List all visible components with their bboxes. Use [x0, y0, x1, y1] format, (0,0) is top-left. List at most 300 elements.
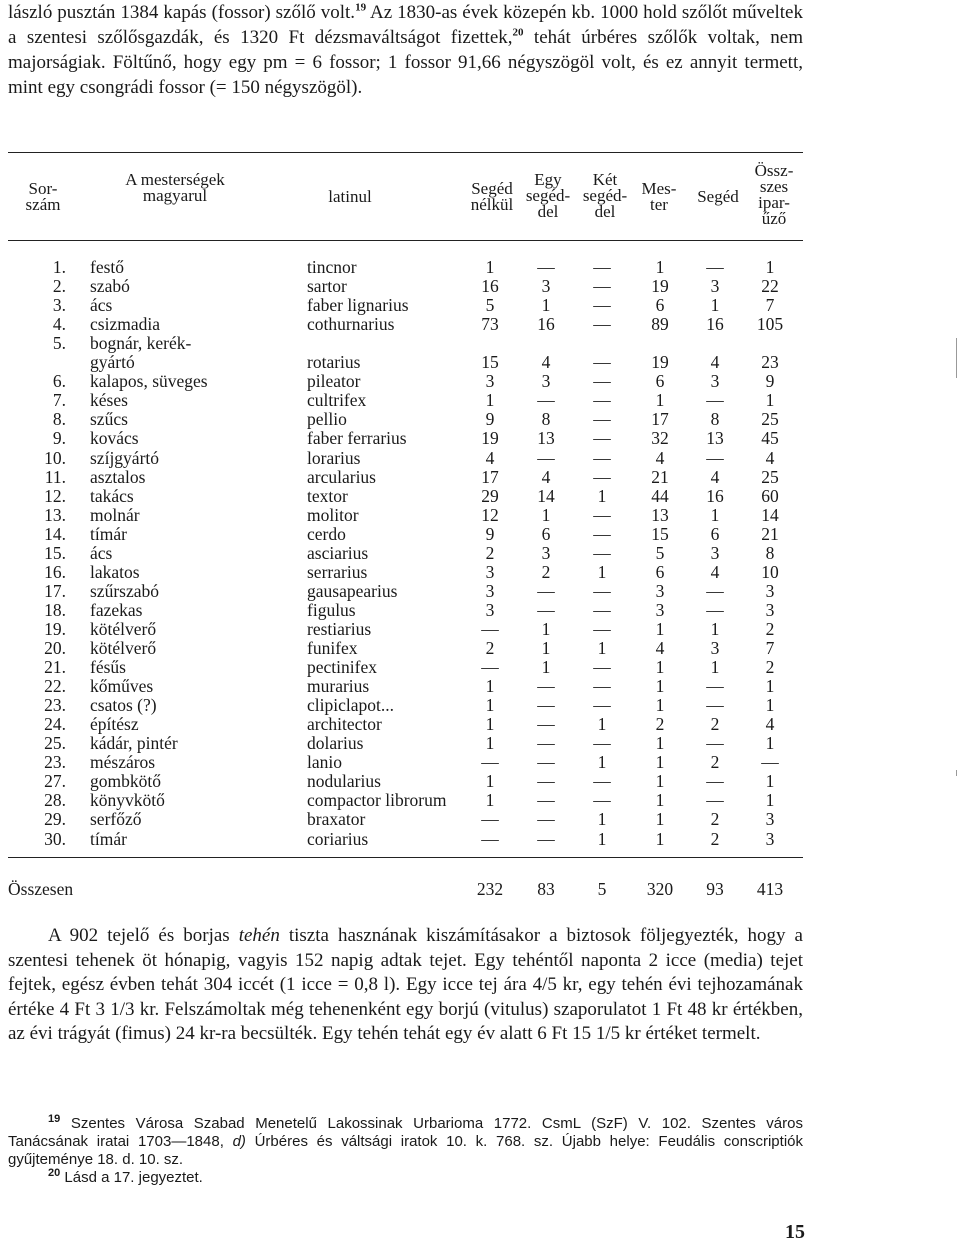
craft-hungarian: kádár, pintér	[90, 733, 178, 754]
value-seged: 1	[710, 504, 720, 525]
value-seged: 3	[710, 276, 720, 297]
value-osszes: 25	[761, 409, 779, 430]
footnote-20-text: Lásd a 17. jegyeztet.	[60, 1169, 203, 1186]
craft-latin: lorarius	[307, 447, 361, 468]
value-seged-nelkul: —	[481, 657, 499, 678]
value-seged-nelkul: 3	[485, 561, 495, 582]
value-egy-segeddel: 14	[537, 485, 555, 506]
row-number: 27.	[44, 771, 66, 792]
value-seged-nelkul: 3	[485, 599, 495, 620]
scan-margin-dot	[956, 770, 957, 776]
value-ket-segeddel: —	[593, 657, 611, 678]
value-mester: 4	[655, 638, 665, 658]
value-osszes: 3	[765, 580, 775, 601]
value-mester: 13	[651, 504, 669, 525]
header-mester-line1: Mes-	[641, 179, 677, 198]
footnote-20-number: 20	[48, 1167, 61, 1179]
value-mester: 4	[655, 447, 665, 468]
value-seged-nelkul: —	[481, 618, 499, 639]
header-sorszam	[18, 181, 68, 213]
craft-hungarian: asztalos	[90, 466, 146, 487]
table-row	[0, 410, 960, 429]
craft-latin: textor	[307, 485, 348, 506]
table-row	[0, 582, 960, 601]
craft-hungarian: bognár, kerék-	[90, 333, 192, 354]
value-egy-segeddel: 3	[541, 276, 551, 297]
value-ket-segeddel: —	[593, 428, 611, 449]
value-ket-segeddel: —	[593, 466, 611, 487]
value-osszes: 3	[765, 599, 775, 620]
value-seged-nelkul: —	[481, 828, 499, 849]
value-seged-nelkul: 2	[485, 542, 495, 563]
value-seged-nelkul: 16	[481, 276, 499, 297]
value-ket-segeddel: —	[593, 352, 611, 373]
value-seged-nelkul: 1	[485, 257, 495, 277]
craft-latin: rotarius	[307, 352, 361, 373]
table-row	[0, 468, 960, 487]
craft-hungarian: fazekas	[90, 599, 143, 620]
table-row	[0, 715, 960, 734]
header-latinul: latinul	[328, 187, 372, 206]
footnote-ref-20[interactable]: 20	[512, 26, 524, 39]
value-seged-nelkul: 15	[481, 352, 499, 373]
header-ket-segeddel	[576, 172, 634, 220]
value-seged: 2	[710, 828, 720, 849]
value-seged: —	[706, 790, 724, 811]
value-mester: 15	[651, 523, 669, 544]
value-seged: 16	[706, 485, 724, 506]
value-seged: 6	[710, 523, 720, 544]
table-top-rule	[8, 152, 803, 153]
row-number: 7.	[52, 390, 66, 411]
table-row	[0, 277, 960, 296]
value-ket-segeddel: 1	[597, 809, 607, 830]
craft-hungarian: kalapos, süveges	[90, 371, 208, 392]
value-seged: 2	[710, 714, 720, 735]
header-ket-line1: Két	[592, 170, 618, 189]
total-mester: 320	[646, 879, 674, 899]
row-number: 28.	[44, 790, 66, 811]
value-seged: —	[706, 390, 724, 411]
value-seged: 4	[710, 561, 720, 582]
row-number: 17.	[44, 580, 66, 601]
value-seged-nelkul: 19	[481, 428, 499, 449]
table-row	[0, 639, 960, 658]
row-number: 18.	[44, 599, 66, 620]
header-osszes-line3: ipar-	[758, 193, 790, 212]
value-egy-segeddel: —	[537, 828, 555, 849]
value-ket-segeddel: —	[593, 276, 611, 297]
header-egy-line3: del	[537, 202, 559, 221]
table-row	[0, 791, 960, 810]
craft-hungarian: kovács	[90, 428, 139, 449]
value-osszes: 7	[765, 638, 775, 658]
value-ket-segeddel: —	[593, 542, 611, 563]
value-seged-nelkul: 3	[485, 371, 495, 392]
value-osszes: 1	[765, 771, 775, 792]
value-ket-segeddel: —	[593, 257, 611, 277]
footnote-ref-19[interactable]: 19	[355, 1, 367, 14]
total-osszes: 413	[756, 879, 784, 899]
table-row	[0, 525, 960, 544]
page-number: 15	[785, 1221, 805, 1243]
table-header-rule	[8, 240, 803, 241]
value-seged: 4	[710, 466, 720, 487]
craft-hungarian: könyvkötő	[90, 790, 165, 811]
value-egy-segeddel: 1	[541, 618, 551, 639]
value-seged: —	[706, 447, 724, 468]
craft-hungarian: takács	[90, 485, 134, 506]
header-seged-nelkul-line1: Segéd	[471, 179, 513, 198]
value-egy-segeddel: 3	[541, 542, 551, 563]
row-number: 25.	[44, 733, 66, 754]
value-seged-nelkul: 17	[481, 466, 499, 487]
value-osszes: 1	[765, 695, 775, 716]
value-ket-segeddel: —	[593, 390, 611, 411]
craft-latin: cultrifex	[307, 390, 367, 411]
craft-hungarian: kötélverő	[90, 638, 157, 658]
header-mester	[634, 181, 684, 213]
header-sorszam-line2: szám	[25, 195, 61, 214]
value-seged-nelkul: 9	[485, 523, 495, 544]
craft-hungarian: lakatos	[90, 561, 140, 582]
row-number: 1.	[52, 257, 66, 277]
value-seged: 3	[710, 638, 720, 658]
table-row	[0, 372, 960, 391]
table-row	[0, 772, 960, 791]
value-seged-nelkul: 1	[485, 733, 495, 754]
table-row	[0, 753, 960, 772]
value-osszes: 7	[765, 295, 775, 316]
value-osszes: 2	[765, 657, 775, 678]
craft-hungarian: gyártó	[90, 352, 135, 373]
value-seged-nelkul: 2	[485, 638, 495, 658]
footnote-19-text-1: Szentes Városa Szabad Menetelű Lakossinak Urbarioma 1772. CsmL (SzF) V. 102. Szentes város Tanácsának iratai 1703—1848,	[8, 1115, 803, 1150]
craft-latin: cothurnarius	[307, 314, 395, 335]
value-seged: 2	[710, 809, 720, 830]
craft-latin: compactor librorum	[307, 790, 447, 811]
value-mester: 6	[655, 561, 665, 582]
craft-hungarian: szűcs	[90, 409, 128, 430]
craft-latin: gausapearius	[307, 580, 398, 601]
craft-latin: nodularius	[307, 771, 381, 792]
value-seged-nelkul: —	[481, 752, 499, 773]
row-number: 23.	[44, 752, 66, 773]
footnote-19-text-2: Úrbéres és váltsági iratok 10. k. 768. sz. Újabb helye: Feudális conscriptiók gyűjteménye 18. d. 10. sz.	[8, 1133, 803, 1168]
value-seged-nelkul: 1	[485, 714, 495, 735]
value-osszes: 60	[761, 485, 779, 506]
table-row	[0, 658, 960, 677]
value-ket-segeddel: 1	[597, 638, 607, 658]
value-seged-nelkul: 9	[485, 409, 495, 430]
value-osszes: 1	[765, 676, 775, 697]
value-osszes: 1	[765, 733, 775, 754]
value-osszes: 3	[765, 809, 775, 830]
craft-hungarian: tímár	[90, 523, 127, 544]
value-ket-segeddel: —	[593, 314, 611, 335]
value-egy-segeddel: —	[537, 809, 555, 830]
value-ket-segeddel: 1	[597, 752, 607, 773]
body-emphasis: tehén	[238, 925, 280, 946]
value-ket-segeddel: —	[593, 599, 611, 620]
table-row	[0, 449, 960, 468]
row-number: 30.	[44, 828, 66, 849]
value-seged: 1	[710, 295, 720, 316]
craft-hungarian: molnár	[90, 504, 140, 525]
value-ket-segeddel: 1	[597, 561, 607, 582]
header-osszes-line4: űző	[761, 209, 787, 228]
craft-hungarian: mészáros	[90, 752, 156, 773]
value-osszes: 25	[761, 466, 779, 487]
value-mester: 1	[655, 752, 665, 773]
header-egy-line2: segéd-	[525, 186, 571, 205]
craft-hungarian: serfőző	[90, 809, 142, 830]
craft-latin: arcularius	[307, 466, 376, 487]
body-paragraph	[8, 924, 803, 1047]
craft-hungarian: szíjgyártó	[90, 447, 160, 468]
header-magyarul-line2: magyarul	[142, 186, 208, 205]
row-number: 19.	[44, 618, 66, 639]
row-number: 24.	[44, 714, 66, 735]
value-mester: 1	[655, 695, 665, 716]
table-row	[0, 487, 960, 506]
value-mester: 19	[651, 276, 669, 297]
craft-latin: faber lignarius	[307, 295, 409, 316]
value-mester: 44	[651, 485, 669, 506]
value-ket-segeddel: —	[593, 790, 611, 811]
value-egy-segeddel: —	[537, 599, 555, 620]
footnote-19	[8, 1115, 803, 1169]
value-seged-nelkul: —	[481, 809, 499, 830]
table-row	[0, 601, 960, 620]
craft-hungarian: kőműves	[90, 676, 154, 697]
craft-latin: restiarius	[307, 618, 372, 639]
value-seged: 1	[710, 657, 720, 678]
body-text-1: A 902 tejelő és borjas	[48, 925, 239, 946]
value-seged: 16	[706, 314, 724, 335]
value-seged-nelkul: 1	[485, 390, 495, 411]
table-row	[0, 258, 960, 277]
table-row	[0, 296, 960, 315]
intro-paragraph	[8, 0, 803, 100]
value-osszes: 10	[761, 561, 779, 582]
value-mester: 1	[655, 657, 665, 678]
value-ket-segeddel: —	[593, 733, 611, 754]
value-ket-segeddel: —	[593, 676, 611, 697]
total-label: Összesen	[8, 879, 74, 899]
craft-hungarian: csatos (?)	[90, 695, 157, 716]
table-row	[0, 830, 960, 849]
craft-latin: cerdo	[307, 523, 346, 544]
total-ket-segeddel: 5	[597, 879, 607, 899]
row-number: 8.	[52, 409, 66, 430]
value-egy-segeddel: —	[537, 771, 555, 792]
value-mester: 1	[655, 390, 665, 411]
row-number: 16.	[44, 561, 66, 582]
value-seged: —	[706, 257, 724, 277]
value-osszes: 45	[761, 428, 779, 449]
value-ket-segeddel: —	[593, 295, 611, 316]
craft-hungarian: szűrszabó	[90, 580, 160, 601]
row-number: 5.	[52, 333, 66, 354]
row-number: 2.	[52, 276, 66, 297]
value-egy-segeddel: —	[537, 752, 555, 773]
value-osszes: 14	[761, 504, 779, 525]
value-egy-segeddel: 3	[541, 371, 551, 392]
value-ket-segeddel: 1	[597, 485, 607, 506]
value-ket-segeddel: —	[593, 371, 611, 392]
header-seged-nelkul-line2: nélkül	[470, 195, 514, 214]
footnotes	[8, 1115, 803, 1187]
row-number: 6.	[52, 371, 66, 392]
value-osszes: 8	[765, 542, 775, 563]
row-number: 20.	[44, 638, 66, 658]
value-egy-segeddel: 2	[541, 561, 551, 582]
craft-hungarian: ács	[90, 542, 113, 563]
value-egy-segeddel: 13	[537, 428, 555, 449]
value-seged: 4	[710, 352, 720, 373]
value-mester: 1	[655, 771, 665, 792]
craft-latin: architector	[307, 714, 382, 735]
value-osszes: 22	[761, 276, 779, 297]
value-seged: 8	[710, 409, 720, 430]
footnote-19-emphasis: d)	[232, 1133, 246, 1150]
value-mester: 1	[655, 733, 665, 754]
value-osszes: 4	[765, 714, 775, 735]
craft-latin: lanio	[307, 752, 342, 773]
table-row	[0, 620, 960, 639]
table-row	[0, 696, 960, 715]
row-number: 11.	[44, 466, 66, 487]
scan-margin-mark	[956, 338, 957, 378]
header-seged: Segéd	[697, 187, 739, 206]
table-row	[0, 810, 960, 829]
craft-latin: murarius	[307, 676, 370, 697]
craft-latin: tincnor	[307, 257, 357, 277]
value-osszes: 3	[765, 828, 775, 849]
value-mester: 5	[655, 542, 665, 563]
value-ket-segeddel: —	[593, 695, 611, 716]
value-seged-nelkul: 73	[481, 314, 499, 335]
craft-latin: faber ferrarius	[307, 428, 407, 449]
intro-text-2: Az 1830-as évek közepén kb. 1000 hold szőlőt műveltek a szentesi szőlősgazdák, és 1320 Ft dézsmaváltságot fizettek,	[8, 2, 803, 48]
body-text-2: tiszta hasznának kiszámításakor a biztosok följegyezték, hogy a szentesi tehenek öt hónapig, vagyis 152 napig adtak tejet. Egy tehéntől naponta 2 icce (media) tejet fejtek, egész évben tehát 304 iccét (1 icce = 0,8 l). Egy icce tej ára 4/5 kr, egy tehén évi tejhozamának értéke 4 Ft 3 1/3 kr. Felszámoltak még tehenenként egy borjú (vitulus) szaporulatot 1 Ft 48 kr értékben, az évi trágyát (fimus) 24 kr-ra becsülték. Egy tehén tehát egy év alatt 6 Ft 15 1/5 kr értéket termelt.	[8, 925, 803, 1044]
craft-latin: serrarius	[307, 561, 368, 582]
table-row	[0, 315, 960, 334]
value-seged: 3	[710, 542, 720, 563]
value-osszes: 21	[761, 523, 779, 544]
value-seged-nelkul: 4	[485, 447, 495, 468]
value-osszes: 4	[765, 447, 775, 468]
value-ket-segeddel: 1	[597, 714, 607, 735]
value-osszes: 9	[765, 371, 775, 392]
value-egy-segeddel: —	[537, 733, 555, 754]
value-mester: 6	[655, 295, 665, 316]
craft-hungarian: ács	[90, 295, 113, 316]
value-ket-segeddel: —	[593, 618, 611, 639]
craft-latin: clipiclapot...	[307, 695, 394, 716]
value-osszes: 1	[765, 257, 775, 277]
table-row	[0, 429, 960, 448]
craft-latin: pectinifex	[307, 657, 377, 678]
value-egy-segeddel: 1	[541, 638, 551, 658]
craft-latin: braxator	[307, 809, 366, 830]
footnote-19-number: 19	[48, 1113, 61, 1125]
row-number: 29.	[44, 809, 66, 830]
craft-hungarian: fésűs	[90, 657, 126, 678]
row-number: 23.	[44, 695, 66, 716]
header-mester-line2: ter	[650, 195, 668, 214]
value-egy-segeddel: 6	[541, 523, 551, 544]
row-number: 4.	[52, 314, 66, 335]
value-seged: —	[706, 676, 724, 697]
value-seged: —	[706, 771, 724, 792]
table-row	[0, 334, 960, 353]
row-number: 14.	[44, 523, 66, 544]
header-osszes	[744, 163, 804, 227]
header-egy-line1: Egy	[534, 170, 562, 189]
table-bottom-rule	[8, 857, 803, 858]
value-ket-segeddel: —	[593, 580, 611, 601]
craft-hungarian: tímár	[90, 828, 127, 849]
value-ket-segeddel: —	[593, 771, 611, 792]
total-egy-segeddel: 83	[537, 879, 555, 899]
value-seged-nelkul: 12	[481, 504, 499, 525]
intro-text-1: lászló pusztán 1384 kapás (fossor) szőlő volt.	[8, 2, 356, 23]
craft-latin: funifex	[307, 638, 358, 658]
header-magyarul-line1: A mesterségek	[125, 170, 225, 189]
value-seged: 3	[710, 371, 720, 392]
header-egy-segeddel	[520, 172, 576, 220]
header-osszes-line1: Össz-	[754, 161, 794, 180]
value-mester: 21	[651, 466, 669, 487]
craft-hungarian: szabó	[90, 276, 130, 297]
table-row	[0, 563, 960, 582]
value-seged: —	[706, 599, 724, 620]
value-mester: 32	[651, 428, 669, 449]
value-seged-nelkul: 1	[485, 695, 495, 716]
table-row	[0, 544, 960, 563]
row-number: 10.	[44, 447, 66, 468]
craft-latin: sartor	[307, 276, 347, 297]
row-number: 12.	[44, 485, 66, 506]
craft-hungarian: kötélverő	[90, 618, 157, 639]
row-number: 15.	[44, 542, 66, 563]
header-ket-line3: del	[594, 202, 616, 221]
value-mester: 2	[655, 714, 665, 735]
craft-latin: pileator	[307, 371, 361, 392]
row-number: 13.	[44, 504, 66, 525]
value-egy-segeddel: 8	[541, 409, 551, 430]
value-ket-segeddel: —	[593, 409, 611, 430]
row-number: 9.	[52, 428, 66, 449]
value-ket-segeddel: —	[593, 504, 611, 525]
craft-hungarian: gombkötő	[90, 771, 161, 792]
header-ket-line2: segéd-	[582, 186, 628, 205]
value-egy-segeddel: —	[537, 714, 555, 735]
craft-hungarian: építész	[90, 714, 139, 735]
value-ket-segeddel: 1	[597, 828, 607, 849]
value-seged: —	[706, 580, 724, 601]
value-egy-segeddel: 16	[537, 314, 555, 335]
value-mester: 1	[655, 257, 665, 277]
value-osszes: 105	[756, 314, 784, 335]
value-seged: —	[706, 733, 724, 754]
value-osszes: 2	[765, 618, 775, 639]
table-row	[0, 391, 960, 410]
value-mester: 1	[655, 828, 665, 849]
header-magyarul	[100, 172, 250, 204]
